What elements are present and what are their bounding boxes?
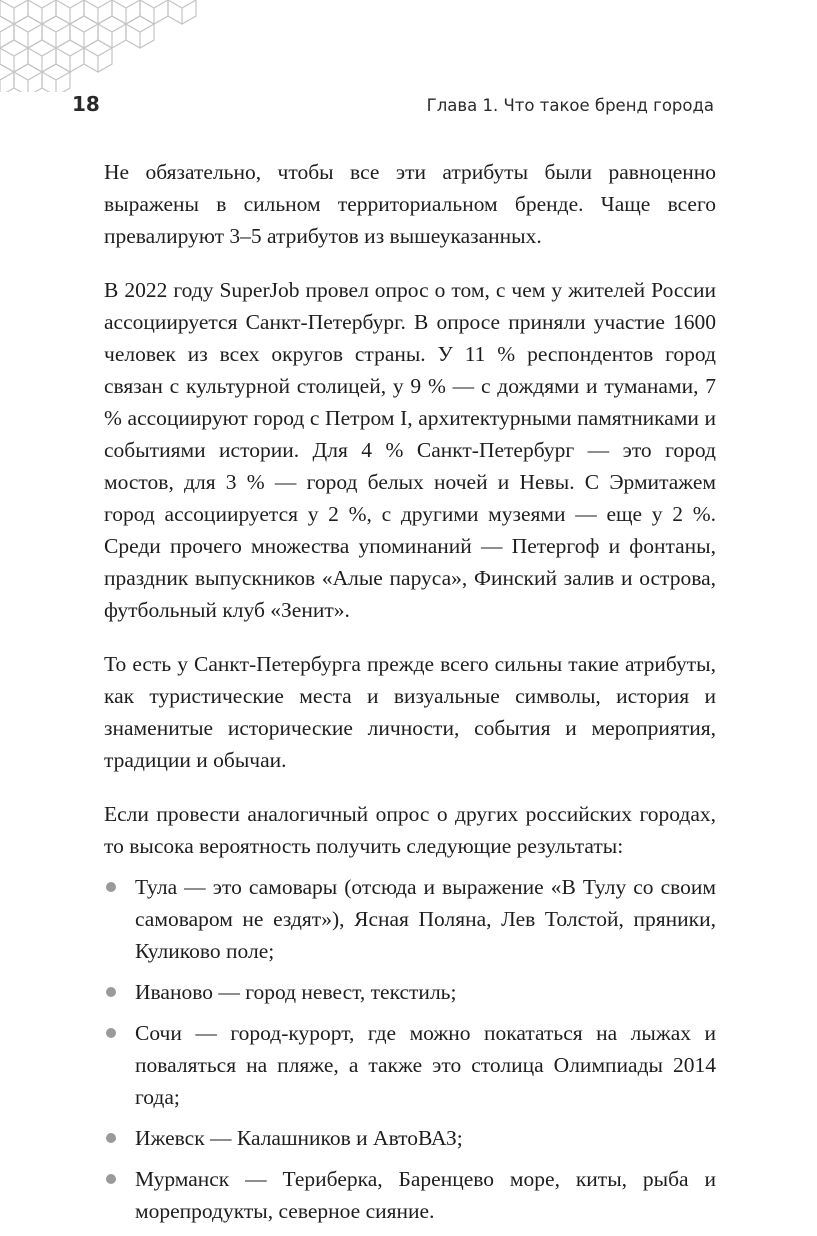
- list-item-text: Иваново — город невест, текстиль;: [135, 980, 457, 1004]
- list-item-text: Тула — это самовары (отсюда и выражение «В Тулу со своим самоваром не ездят»), Ясная Поляна, Лев Толстой, пряники, Куликово поле;: [135, 875, 716, 963]
- decorative-cube-pattern: [0, 0, 215, 92]
- page-body: [104, 156, 716, 1236]
- paragraph: Если провести аналогичный опрос о других российских городах, то высока вероятность получить следующие результаты:: [104, 802, 716, 858]
- bullet-icon: [106, 1133, 116, 1143]
- city-associations-list: [104, 871, 716, 1227]
- bullet-icon: [106, 987, 116, 997]
- list-item-text: Мурманск — Териберка, Баренцево море, киты, рыба и морепродукты, северное сияние.: [135, 1167, 716, 1223]
- running-title: Глава 1. Что такое бренд города: [426, 96, 714, 115]
- list-item: [104, 1163, 716, 1227]
- list-item: [104, 1017, 716, 1113]
- list-item-text: Сочи — город-курорт, где можно покататься на лыжах и поваляться на пляже, а также это столица Олимпиады 2014 года;: [135, 1021, 716, 1109]
- list-item: [104, 976, 716, 1008]
- bullet-icon: [106, 1028, 116, 1038]
- list-item-text: Ижевск — Калашников и АвтоВАЗ;: [135, 1126, 463, 1150]
- bullet-icon: [106, 882, 116, 892]
- page-number: 18: [72, 92, 100, 116]
- paragraph: В 2022 году SuperJob провел опрос о том, с чем у жителей России ассоциируется Санкт-Петербург. В опросе приняли участие 1600 человек из всех округов страны. У 11 % респондентов город связан с культурной столицей, у 9 % — с дождями и туманами, 7 % ассоциируют город с Петром I, архитектурными памятниками и событиями истории. Для 4 % Санкт-Петербург — это город мостов, для 3 % — город белых ночей и Невы. С Эрмитажем город ассоциируется у 2 %, с другими музеями — еще у 2 %. Среди прочего множества упоминаний — Петергоф и фонтаны, праздник выпускников «Алые паруса», Финский залив и острова, футбольный клуб «Зенит».: [104, 278, 716, 622]
- paragraph: Не обязательно, чтобы все эти атрибуты были равноценно выражены в сильном территориальном бренде. Чаще всего превалируют 3–5 атрибутов из вышеуказанных.: [104, 160, 716, 248]
- paragraph: То есть у Санкт-Петербурга прежде всего сильны такие атрибуты, как туристические места и визуальные символы, история и знаменитые исторические личности, события и мероприятия, традиции и обычаи.: [104, 652, 716, 772]
- list-item: [104, 1122, 716, 1154]
- list-item: [104, 871, 716, 967]
- bullet-icon: [106, 1174, 116, 1184]
